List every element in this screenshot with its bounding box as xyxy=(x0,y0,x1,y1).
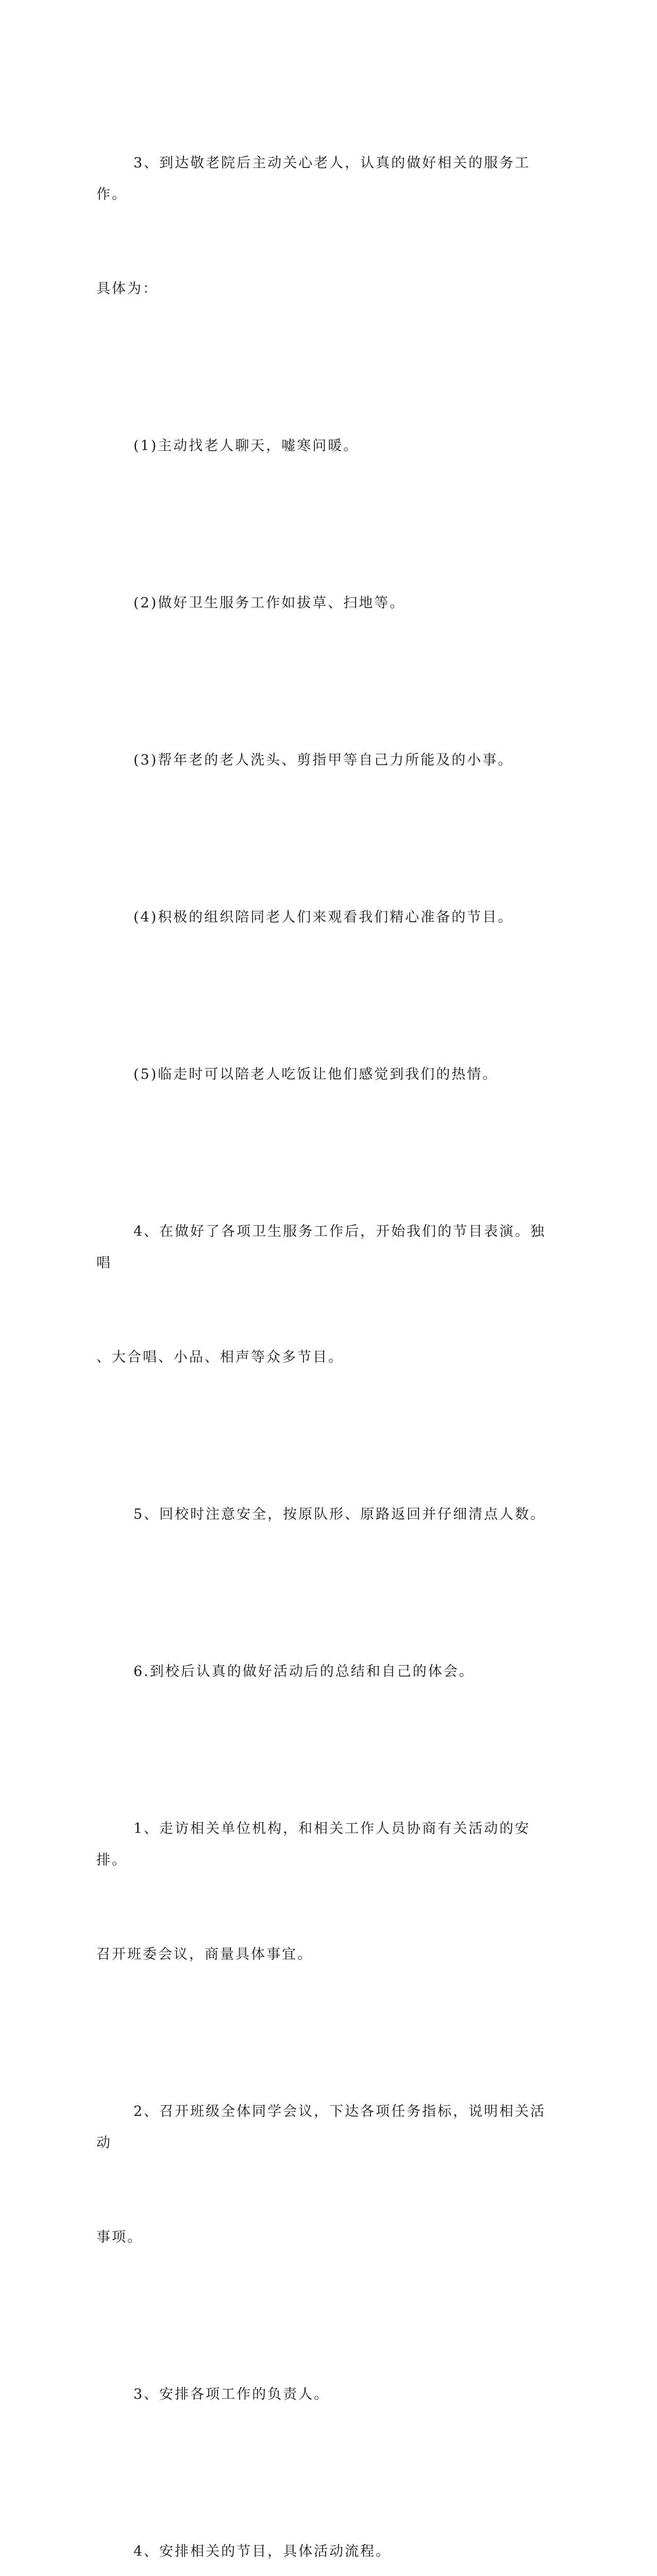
paragraph-prep-3 xyxy=(96,2316,550,2473)
text-line: 6.到校后认真的做好活动后的总结和自己的体会。 xyxy=(133,1664,475,1680)
paragraph-performance xyxy=(96,1153,550,1436)
text-line: 3、安排各项工作的负责人。 xyxy=(133,2386,330,2402)
text-line: 5、回校时注意安全，按原队形、原路返回并仔细清点人数。 xyxy=(133,1506,546,1522)
text-line: (1)主动找老人聊天，嘘寒问暖。 xyxy=(133,438,359,454)
text-line: 、大合唱、小品、相声等众多节目。 xyxy=(96,1349,344,1365)
text-line: 具体为： xyxy=(96,281,158,297)
paragraph-prep-2 xyxy=(96,2033,550,2316)
paragraph-visit-care xyxy=(96,84,550,367)
text-line: 4、安排相关的节目，具体活动流程。 xyxy=(133,2544,392,2560)
text-line: 事项。 xyxy=(96,2229,143,2245)
text-line: 召开班委会议，商量具体事宜。 xyxy=(96,1946,313,1962)
text-line: (3)帮年老的老人洗头、剪指甲等自己力所能及的小事。 xyxy=(133,752,514,768)
paragraph-item-3 xyxy=(96,682,550,839)
paragraph-item-4 xyxy=(96,839,550,996)
text-line: 2、召开班级全体同学会议，下达各项任务指标，说明相关活动 xyxy=(96,2104,546,2151)
paragraph-item-2 xyxy=(96,524,550,682)
paragraph-summary xyxy=(96,1593,550,1750)
text-line: 3、到达敬老院后主动关心老人，认真的做好相关的服务工作。 xyxy=(96,155,531,202)
paragraph-item-1 xyxy=(96,367,550,524)
document-body xyxy=(96,84,550,2576)
paragraph-prep-1 xyxy=(96,1750,550,2033)
text-line: (2)做好卫生服务工作如拔草、扫地等。 xyxy=(133,595,406,611)
text-line: (5)临走时可以陪老人吃饭让他们感觉到我们的热情。 xyxy=(133,1066,498,1082)
paragraph-item-5 xyxy=(96,996,550,1153)
text-line: (4)积极的组织陪同老人们来观看我们精心准备的节目。 xyxy=(133,909,514,925)
text-line: 1、走访相关单位机构，和相关工作人员协商有关活动的安排。 xyxy=(96,1821,531,1868)
text-line: 4、在做好了各项卫生服务工作后，开始我们的节目表演。独唱 xyxy=(96,1224,546,1271)
paragraph-return xyxy=(96,1436,550,1593)
paragraph-prep-4 xyxy=(96,2473,550,2576)
